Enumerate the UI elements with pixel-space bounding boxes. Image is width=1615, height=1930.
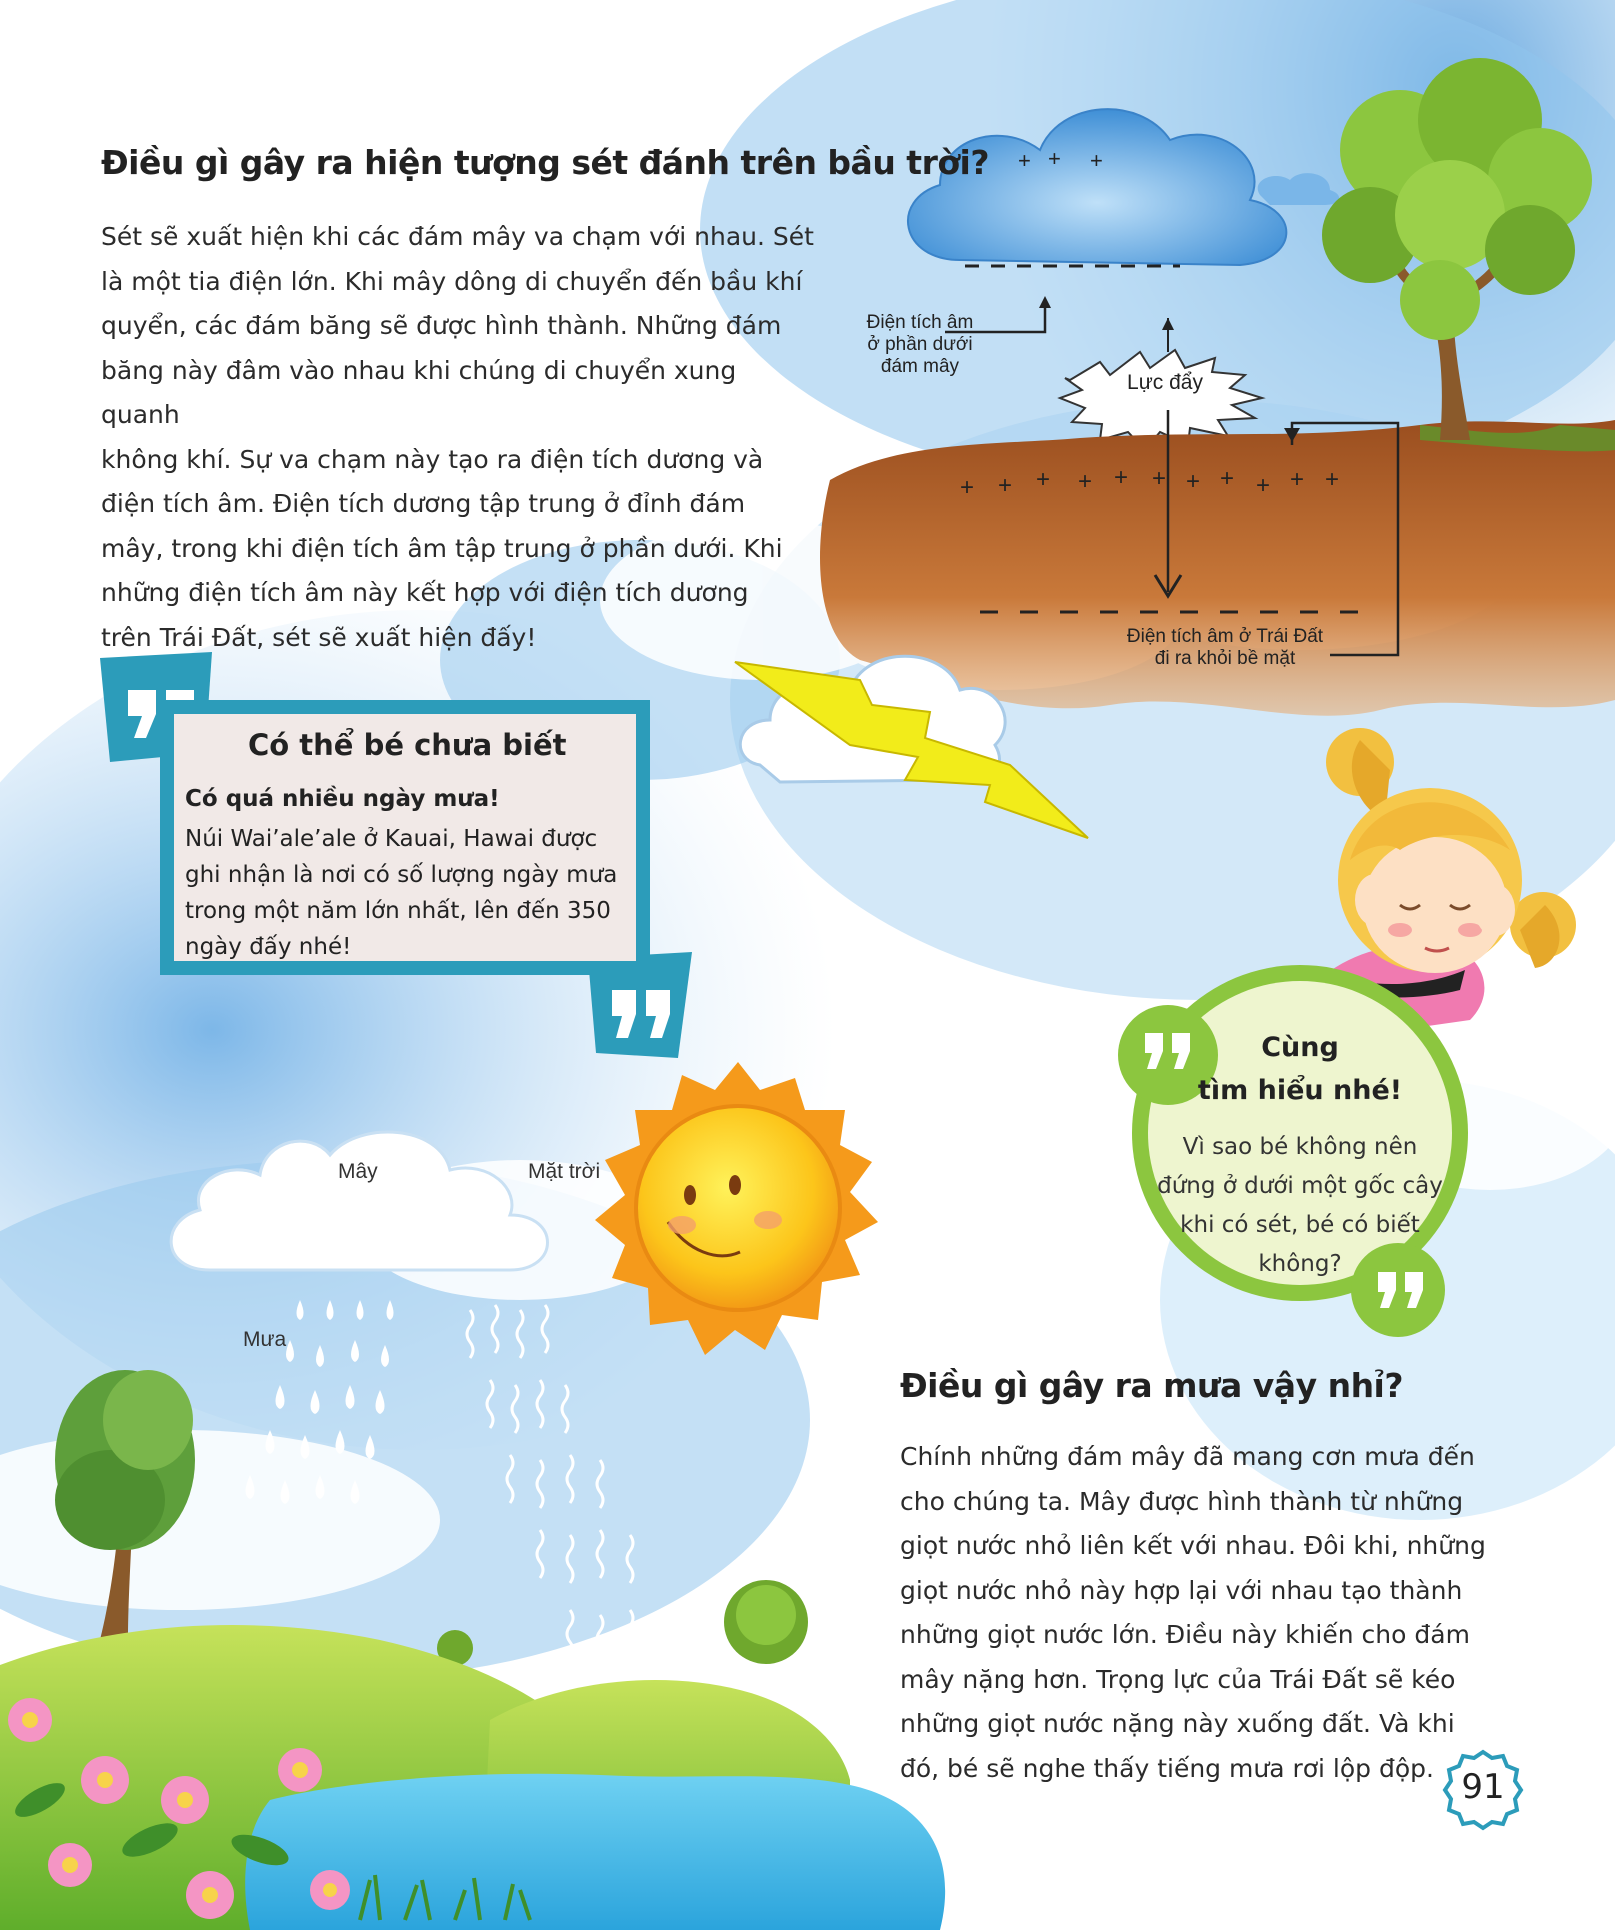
svg-text:+: + [1325,466,1340,493]
paragraph-line: trên Trái Đất, sét sẽ xuất hiện đấy! [101,622,537,652]
body-line: ghi nhận là nơi có số lượng ngày mưa [185,862,618,888]
paragraph-line: mây, trong khi điện tích âm tập trung ở phần dưới. Khi [101,533,783,563]
lightning-heading: Điều gì gây ra hiện tượng sét đánh trên bầu trời? [101,143,989,182]
sun-label: Mặt trời [528,1160,601,1183]
quiz-title-line2: tìm hiểu nhé! [1197,1075,1403,1106]
page-number: 91 [1461,1767,1505,1807]
paragraph-line: là một tia điện lớn. Khi mây dông di chuyển đến bầu khí [101,266,803,296]
label-line: đi ra khỏi bề mặt [1154,648,1296,669]
svg-text:+: + [1220,465,1235,492]
quiz-line: đứng ở dưới một gốc cây [1157,1173,1443,1199]
cloud-label: Mây [338,1160,378,1183]
quiz-title-line1: Cùng [1261,1032,1339,1063]
label-line: Điện tích âm [866,312,974,333]
rain-heading: Điều gì gây ra mưa vậy nhỉ? [900,1366,1404,1405]
did-you-know-title: Có thể bé chưa biết [248,728,567,762]
svg-text:+: + [998,472,1013,499]
svg-text:+: + [1048,146,1061,171]
label-line: Điện tích âm ở Trái Đất [1126,626,1324,647]
svg-text:+: + [1078,468,1093,495]
paragraph-line: Chính những đám mây đã mang cơn mưa đến [900,1442,1475,1471]
paragraph-line: cho chúng ta. Mây được hình thành từ những [900,1486,1464,1516]
lightning-paragraph [101,215,821,660]
quiz-line: khi có sét, bé có biết [1180,1212,1420,1238]
quiz-line: Vì sao bé không nên [1182,1134,1418,1160]
svg-text:+: + [1114,464,1129,491]
paragraph-line: băng này đâm vào nhau khi chúng di chuyển xung quanh [101,355,737,429]
paragraph-line: giọt nước nhỏ này hợp lại với nhau tạo thành [900,1575,1463,1605]
rain-label: Mưa [243,1328,287,1351]
svg-text:+: + [960,474,975,501]
did-you-know-subtitle: Có quá nhiều ngày mưa! [185,786,500,812]
body-line: ngày đấy nhé! [185,934,352,960]
quiz-line: không? [1258,1251,1342,1277]
body-line: trong một năm lớn nhất, lên đến 350 [185,898,611,924]
label-line: đám mây [880,356,960,377]
paragraph-line: đó, bé sẽ nghe thấy tiếng mưa rơi lộp độp. [900,1753,1434,1783]
paragraph-line: không khí. Sự va chạm này tạo ra điện tích dương và [101,444,764,474]
svg-text:+: + [1186,468,1201,495]
force-label: Lực đẩy [1127,371,1203,394]
paragraph-line: Sét sẽ xuất hiện khi các đám mây va chạm với nhau. Sét [101,222,814,251]
paragraph-line: giọt nước nhỏ liên kết với nhau. Đôi khi, những [900,1531,1486,1560]
quiz-body [1150,1128,1450,1284]
label-line: ở phần dưới [867,334,973,355]
did-you-know-body [185,821,625,965]
rain-paragraph [900,1435,1500,1791]
cloud-charge-label [845,312,995,378]
svg-text:+: + [1090,148,1103,173]
paragraph-line: quyển, các đám băng sẽ được hình thành. Những đám [101,311,782,340]
svg-text:+: + [1018,148,1031,173]
svg-text:+: + [1290,466,1305,493]
paragraph-line: những giọt nước nặng này xuống đất. Và khi [900,1709,1455,1738]
paragraph-line: điện tích âm. Điện tích dương tập trung ở đỉnh đám [101,489,746,518]
body-line: Núi Wai’ale’ale ở Kauai, Hawai được [185,826,598,852]
svg-text:+: + [1152,465,1167,492]
svg-text:+: + [1036,466,1051,493]
earth-charge-label [1085,626,1365,670]
svg-text:+: + [1256,472,1271,499]
paragraph-line: những giọt nước lớn. Điều này khiến cho đám [900,1620,1470,1649]
paragraph-line: mây nặng hơn. Trọng lực của Trái Đất sẽ kéo [900,1664,1456,1694]
paragraph-line: những điện tích âm này kết hợp với điện tích dương [101,578,749,607]
